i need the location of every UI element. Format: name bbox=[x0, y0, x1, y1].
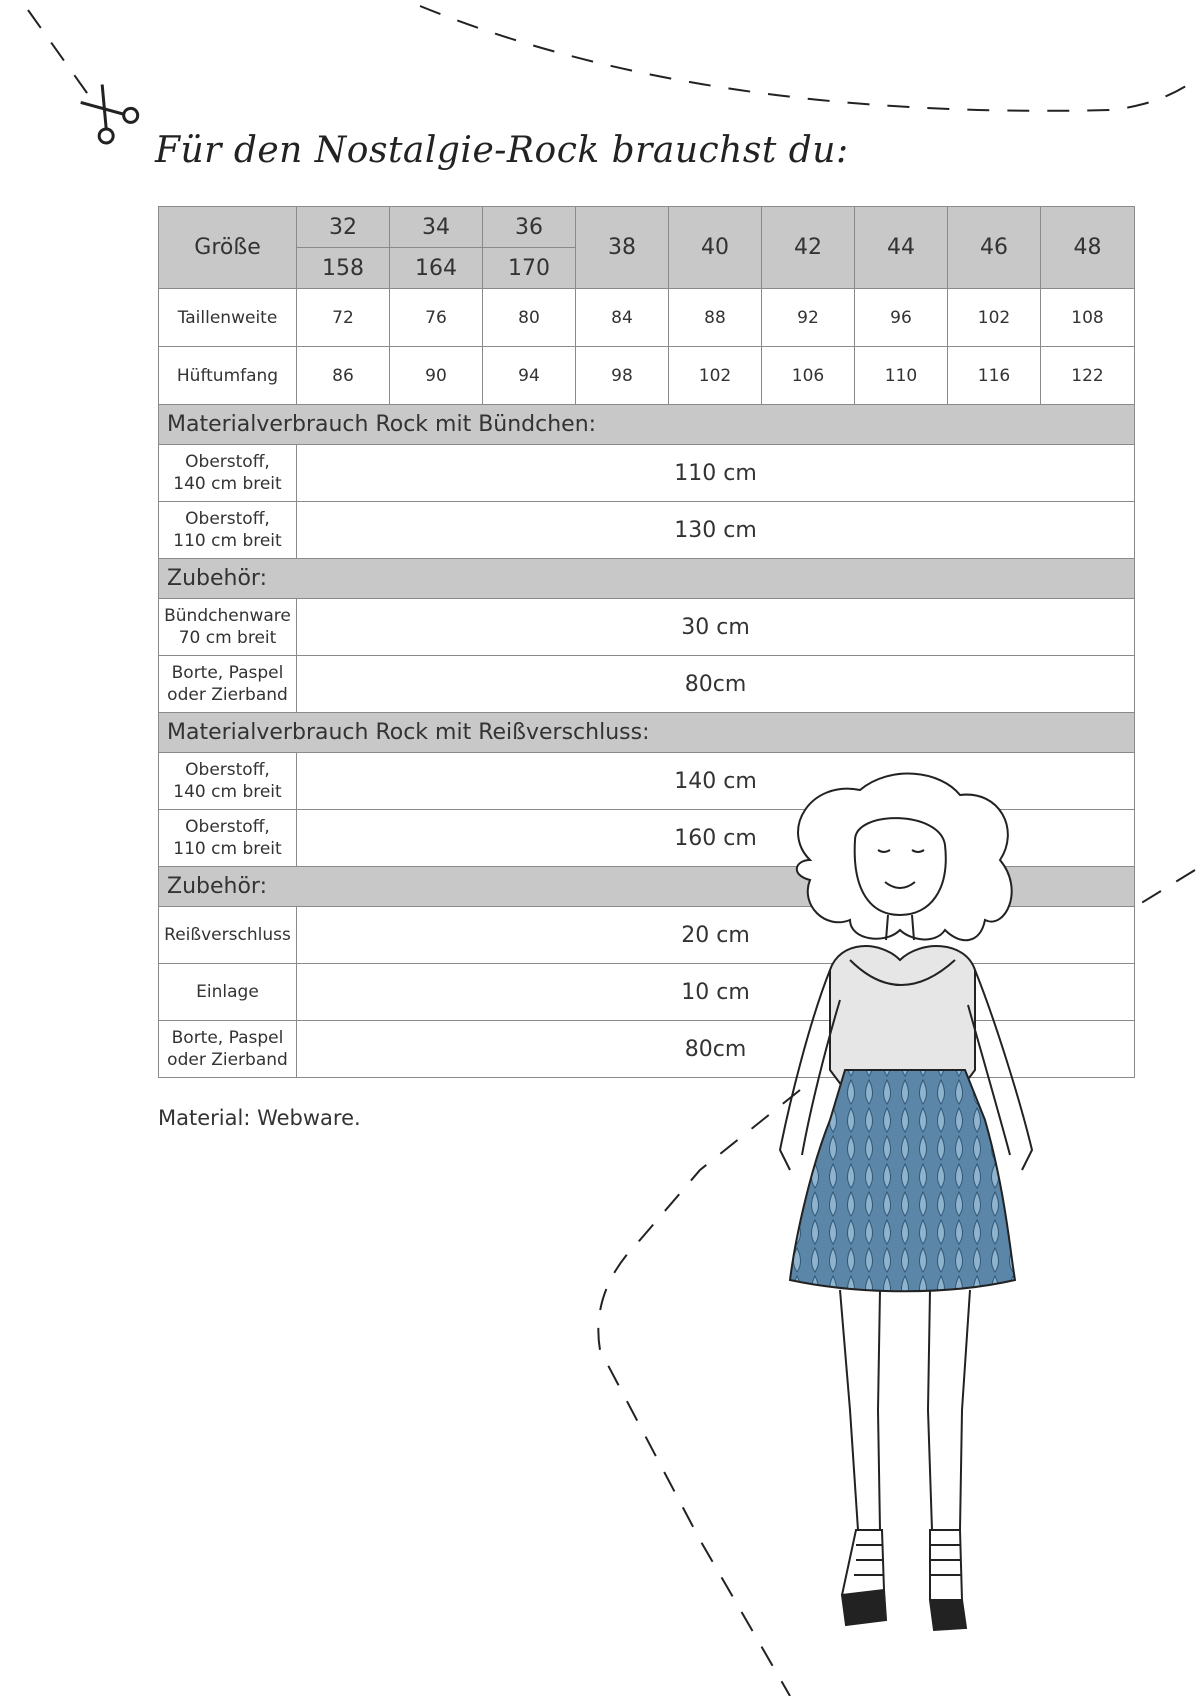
material-note: Material: Webware. bbox=[158, 1106, 361, 1130]
measurement-value: 90 bbox=[390, 347, 483, 405]
measurement-value: 108 bbox=[1041, 289, 1135, 347]
material-label bbox=[159, 599, 297, 656]
size-cell: 40 bbox=[669, 207, 762, 289]
material-label bbox=[159, 656, 297, 713]
material-label bbox=[159, 502, 297, 559]
section-title: Zubehör: bbox=[159, 559, 1135, 599]
material-row bbox=[159, 599, 1135, 656]
material-value: 160 cm bbox=[297, 810, 1135, 867]
material-label bbox=[159, 1021, 297, 1078]
measurement-value: 72 bbox=[297, 289, 390, 347]
measurement-value: 96 bbox=[855, 289, 948, 347]
measurement-value: 110 bbox=[855, 347, 948, 405]
measurement-value: 92 bbox=[762, 289, 855, 347]
size-header-row bbox=[159, 207, 1135, 248]
material-label-line2: 140 cm breit bbox=[173, 474, 282, 494]
size-header-label: Größe bbox=[159, 207, 297, 289]
material-label bbox=[159, 445, 297, 502]
right-leg bbox=[928, 1290, 970, 1530]
measurement-value: 84 bbox=[576, 289, 669, 347]
measurement-row bbox=[159, 289, 1135, 347]
section-title: Materialverbrauch Rock mit Reißverschluss: bbox=[159, 713, 1135, 753]
material-label-line1: Oberstoff, bbox=[185, 817, 270, 837]
measurement-value: 80 bbox=[483, 289, 576, 347]
shirt bbox=[830, 946, 975, 1090]
material-label-line2: 110 cm breit bbox=[173, 839, 282, 859]
height-cell: 164 bbox=[390, 248, 483, 289]
material-label-line1: Borte, Paspel bbox=[171, 1028, 284, 1048]
size-cell: 36 bbox=[483, 207, 576, 248]
material-row bbox=[159, 656, 1135, 713]
material-label-line2: 70 cm breit bbox=[178, 628, 277, 648]
material-label-line1: Reißverschluss bbox=[164, 925, 291, 945]
material-label-line2: oder Zierband bbox=[167, 685, 288, 705]
section-header-row bbox=[159, 713, 1135, 753]
measurement-value: 102 bbox=[948, 289, 1041, 347]
material-value: 130 cm bbox=[297, 502, 1135, 559]
section-title: Zubehör: bbox=[159, 867, 1135, 907]
size-cell: 38 bbox=[576, 207, 669, 289]
face bbox=[855, 818, 946, 915]
material-label-line1: Bündchenware bbox=[164, 606, 291, 626]
size-cell: 34 bbox=[390, 207, 483, 248]
material-row bbox=[159, 445, 1135, 502]
measurement-row bbox=[159, 347, 1135, 405]
material-value: 140 cm bbox=[297, 753, 1135, 810]
section-header-row bbox=[159, 559, 1135, 599]
measurement-value: 98 bbox=[576, 347, 669, 405]
material-label-line1: Einlage bbox=[196, 982, 259, 1002]
left-leg bbox=[840, 1290, 880, 1530]
material-label-line2: 140 cm breit bbox=[173, 782, 282, 802]
material-label bbox=[159, 964, 297, 1021]
section-header-row bbox=[159, 405, 1135, 445]
measurement-value: 86 bbox=[297, 347, 390, 405]
measurement-value: 122 bbox=[1041, 347, 1135, 405]
size-cell: 44 bbox=[855, 207, 948, 289]
material-label bbox=[159, 907, 297, 964]
measurement-label: Taillenweite bbox=[159, 289, 297, 347]
measurement-value: 102 bbox=[669, 347, 762, 405]
skirt bbox=[790, 1070, 1015, 1291]
material-value: 30 cm bbox=[297, 599, 1135, 656]
size-cell: 42 bbox=[762, 207, 855, 289]
material-label bbox=[159, 810, 297, 867]
material-label-line1: Oberstoff, bbox=[185, 509, 270, 529]
material-label-line2: 110 cm breit bbox=[173, 531, 282, 551]
measurement-value: 106 bbox=[762, 347, 855, 405]
material-label-line1: Oberstoff, bbox=[185, 760, 270, 780]
measurement-label: Hüftumfang bbox=[159, 347, 297, 405]
material-label-line1: Oberstoff, bbox=[185, 452, 270, 472]
material-row bbox=[159, 502, 1135, 559]
size-cell: 46 bbox=[948, 207, 1041, 289]
height-cell: 170 bbox=[483, 248, 576, 289]
measurement-value: 116 bbox=[948, 347, 1041, 405]
material-value: 20 cm bbox=[297, 907, 1135, 964]
measurement-value: 88 bbox=[669, 289, 762, 347]
material-value: 80cm bbox=[297, 1021, 1135, 1078]
material-label bbox=[159, 753, 297, 810]
measurement-value: 94 bbox=[483, 347, 576, 405]
height-cell: 158 bbox=[297, 248, 390, 289]
material-value: 110 cm bbox=[297, 445, 1135, 502]
page-title: Für den Nostalgie-Rock brauchst du: bbox=[155, 130, 849, 171]
material-label-line2: oder Zierband bbox=[167, 1050, 288, 1070]
size-cell: 48 bbox=[1041, 207, 1135, 289]
measurement-value: 76 bbox=[390, 289, 483, 347]
size-cell: 32 bbox=[297, 207, 390, 248]
material-value: 10 cm bbox=[297, 964, 1135, 1021]
material-label-line1: Borte, Paspel bbox=[171, 663, 284, 683]
material-value: 80cm bbox=[297, 656, 1135, 713]
girl-illustration bbox=[770, 770, 1090, 1670]
section-title: Materialverbrauch Rock mit Bündchen: bbox=[159, 405, 1135, 445]
